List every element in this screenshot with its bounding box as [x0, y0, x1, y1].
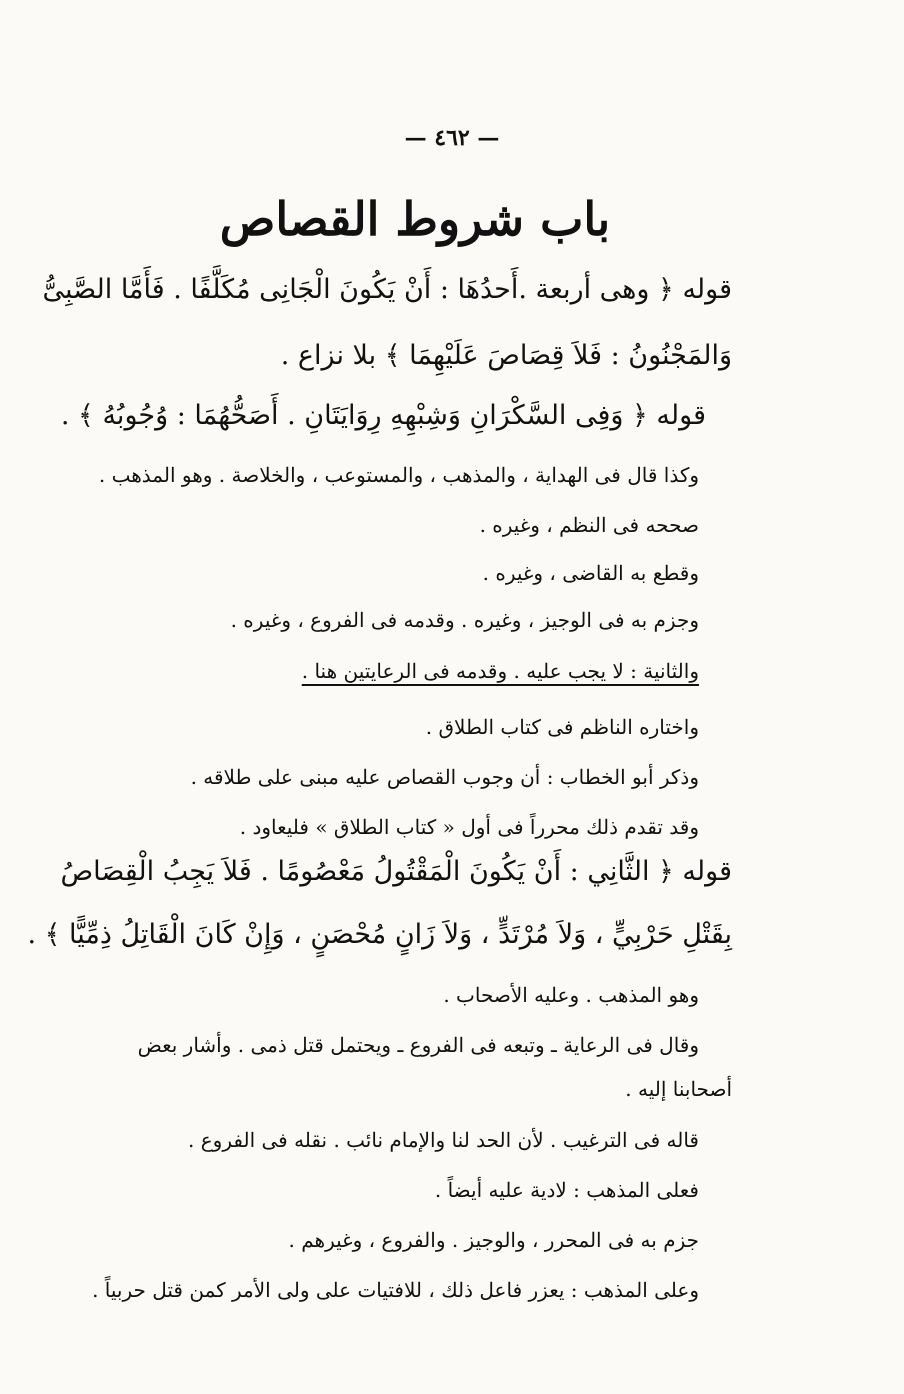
text-line: وهو المذهب . وعليه الأصحاب . — [443, 983, 699, 1007]
text-line: جزم به فى المحرر ، والوجيز . والفروع ، وغيرهم . — [288, 1228, 699, 1252]
text-line: واختاره الناظم فى كتاب الطلاق . — [425, 715, 699, 739]
text-line: أصحابنا إليه . — [625, 1077, 732, 1101]
text-line: وقد تقدم ذلك محرراً فى أول « كتاب الطلاق » فليعاود . — [239, 815, 699, 839]
text-line: والثانية : لا يجب عليه . وقدمه فى الرعايتين هنا . — [301, 659, 699, 683]
text-line: وجزم به فى الوجيز ، وغيره . وقدمه فى الفروع ، وغيره . — [230, 608, 699, 632]
text-line: وعلى المذهب : يعزر فاعل ذلك ، للافتيات على ولى الأمر كمن قتل حربياً . — [92, 1278, 699, 1302]
text-line: وقال فى الرعاية ـ وتبعه فى الفروع ـ ويحتمل قتل ذمى . وأشار بعض — [137, 1033, 699, 1057]
text-line: وقطع به القاضى ، وغيره . — [482, 561, 699, 585]
text-line: وكذا قال فى الهداية ، والمذهب ، والمستوعب ، والخلاصة . وهو المذهب . — [98, 463, 699, 487]
text-line: قوله ﴿ وهى أربعة .أَحدُهَا : أَنْ يَكُونَ الْجَانِى مُكَلَّفًا . فَأَمَّا الصَّبِىُّ — [42, 274, 732, 305]
chapter-title: باب شروط القصاص — [219, 192, 611, 246]
text-line: قاله فى الترغيب . لأن الحد لنا والإمام نائب . نقله فى الفروع . — [188, 1128, 699, 1152]
text-line: قوله ﴿ وَفِى السَّكْرَانِ وَشِبْهِهِ رِوَايَتَانِ . أَصَحُّهُمَا : وُجُوبُهُ ﴾ . — [60, 400, 706, 431]
text-line: صححه فى النظم ، وغيره . — [479, 513, 699, 537]
text-line: قوله ﴿ الثَّانِي : أَنْ يَكُونَ الْمَقْتُولُ مَعْصُومًا . فَلاَ يَجِبُ الْقِصَاصُ — [60, 856, 732, 887]
text-line: فعلى المذهب : لادية عليه أيضاً . — [434, 1178, 699, 1202]
page-number: — ٤٦٢ — — [404, 125, 500, 151]
text-line: بِقَتْلِ حَرْبِيٍّ ، وَلاَ مُرْتَدٍّ ، وَلاَ زَانٍ مُحْصَنٍ ، وَإِنْ كَانَ الْقَاتِلُ ذِمِّيًّا ﴾ . — [27, 919, 732, 950]
text-line: وذكر أبو الخطاب : أن وجوب القصاص عليه مبنى على طلاقه . — [190, 765, 699, 789]
text-line: وَالمَجْنُونُ : فَلاَ قِصَاصَ عَلَيْهِمَا ﴾ بلا نزاع . — [280, 340, 732, 371]
